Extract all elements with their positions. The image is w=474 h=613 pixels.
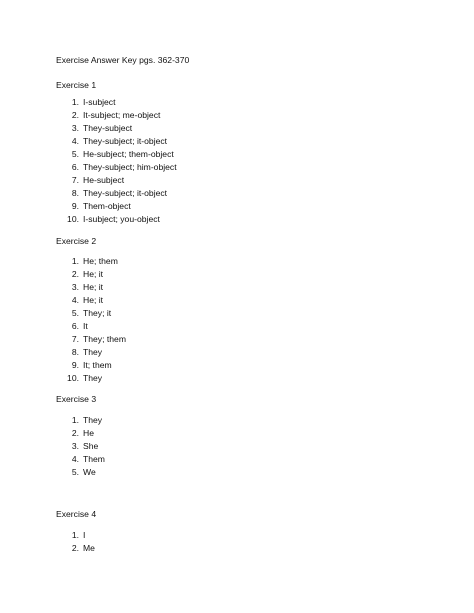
list-item bbox=[56, 135, 177, 148]
item-answer: She bbox=[83, 441, 99, 451]
item-number: 9. bbox=[71, 360, 79, 370]
exercise-2-list bbox=[56, 255, 126, 385]
item-answer: They-subject bbox=[83, 123, 133, 133]
item-number: 3. bbox=[71, 441, 79, 451]
list-item bbox=[56, 109, 177, 122]
item-number: 3. bbox=[71, 123, 79, 133]
item-answer: They-subject; him-object bbox=[83, 162, 177, 172]
item-number: 1. bbox=[71, 415, 79, 425]
list-item bbox=[56, 414, 105, 427]
item-answer: We bbox=[83, 467, 96, 477]
list-item bbox=[56, 320, 126, 333]
item-answer: He; them bbox=[83, 256, 118, 266]
item-answer: They-subject; it-object bbox=[83, 136, 168, 146]
item-answer: It bbox=[83, 321, 88, 331]
exercise-4-list bbox=[56, 529, 95, 555]
item-number: 7. bbox=[71, 175, 79, 185]
item-answer: He-subject; them-object bbox=[83, 149, 174, 159]
item-answer: They; it bbox=[83, 308, 112, 318]
item-number: 9. bbox=[71, 201, 79, 211]
item-number: 4. bbox=[71, 136, 79, 146]
list-item bbox=[56, 372, 126, 385]
item-answer: He-subject bbox=[83, 175, 125, 185]
item-number: 7. bbox=[71, 334, 79, 344]
exercise-1-heading: Exercise 1 bbox=[56, 80, 97, 90]
item-number: 2. bbox=[71, 110, 79, 120]
item-answer: He; it bbox=[83, 269, 104, 279]
item-answer: He bbox=[83, 428, 94, 438]
item-number: 5. bbox=[71, 308, 79, 318]
item-answer: They; them bbox=[83, 334, 126, 344]
item-number: 1. bbox=[71, 256, 79, 266]
item-answer: They bbox=[83, 373, 103, 383]
list-item bbox=[56, 453, 105, 466]
list-item bbox=[56, 281, 126, 294]
list-item bbox=[56, 148, 177, 161]
list-item bbox=[56, 122, 177, 135]
exercise-3-heading: Exercise 3 bbox=[56, 394, 97, 404]
item-answer: I-subject bbox=[83, 97, 116, 107]
list-item bbox=[56, 359, 126, 372]
list-item bbox=[56, 268, 126, 281]
item-number: 6. bbox=[71, 321, 79, 331]
list-item bbox=[56, 200, 177, 213]
item-answer: It; them bbox=[83, 360, 112, 370]
item-number: 2. bbox=[71, 269, 79, 279]
item-number: 2. bbox=[71, 543, 79, 553]
list-item bbox=[56, 294, 126, 307]
item-number: 1. bbox=[71, 530, 79, 540]
document-title: Exercise Answer Key pgs. 362-370 bbox=[56, 55, 190, 65]
item-answer: He; it bbox=[83, 282, 104, 292]
item-answer: It-subject; me-object bbox=[83, 110, 161, 120]
item-number: 10. bbox=[67, 373, 79, 383]
item-answer: Them-object bbox=[83, 201, 131, 211]
item-number: 4. bbox=[71, 295, 79, 305]
list-item bbox=[56, 333, 126, 346]
exercise-3-list bbox=[56, 414, 105, 479]
list-item bbox=[56, 466, 105, 479]
list-item bbox=[56, 187, 177, 200]
item-number: 4. bbox=[71, 454, 79, 464]
item-number: 6. bbox=[71, 162, 79, 172]
list-item bbox=[56, 427, 105, 440]
item-number: 8. bbox=[71, 347, 79, 357]
item-number: 1. bbox=[71, 97, 79, 107]
exercise-2-heading: Exercise 2 bbox=[56, 236, 97, 246]
item-number: 5. bbox=[71, 149, 79, 159]
item-number: 10. bbox=[67, 214, 79, 224]
list-item bbox=[56, 346, 126, 359]
item-answer: They bbox=[83, 415, 103, 425]
list-item bbox=[56, 161, 177, 174]
list-item bbox=[56, 307, 126, 320]
list-item bbox=[56, 440, 105, 453]
exercise-4-heading: Exercise 4 bbox=[56, 509, 97, 519]
list-item bbox=[56, 213, 177, 226]
item-answer: I bbox=[83, 530, 86, 540]
exercise-1-list bbox=[56, 96, 177, 226]
item-answer: They bbox=[83, 347, 103, 357]
item-number: 2. bbox=[71, 428, 79, 438]
item-number: 5. bbox=[71, 467, 79, 477]
list-item bbox=[56, 255, 126, 268]
list-item bbox=[56, 96, 177, 109]
item-number: 8. bbox=[71, 188, 79, 198]
item-answer: Them bbox=[83, 454, 105, 464]
item-answer: I-subject; you-object bbox=[83, 214, 160, 224]
item-answer: Me bbox=[83, 543, 95, 553]
list-item bbox=[56, 542, 95, 555]
item-answer: He; it bbox=[83, 295, 104, 305]
item-answer: They-subject; it-object bbox=[83, 188, 168, 198]
item-number: 3. bbox=[71, 282, 79, 292]
list-item bbox=[56, 529, 95, 542]
list-item bbox=[56, 174, 177, 187]
